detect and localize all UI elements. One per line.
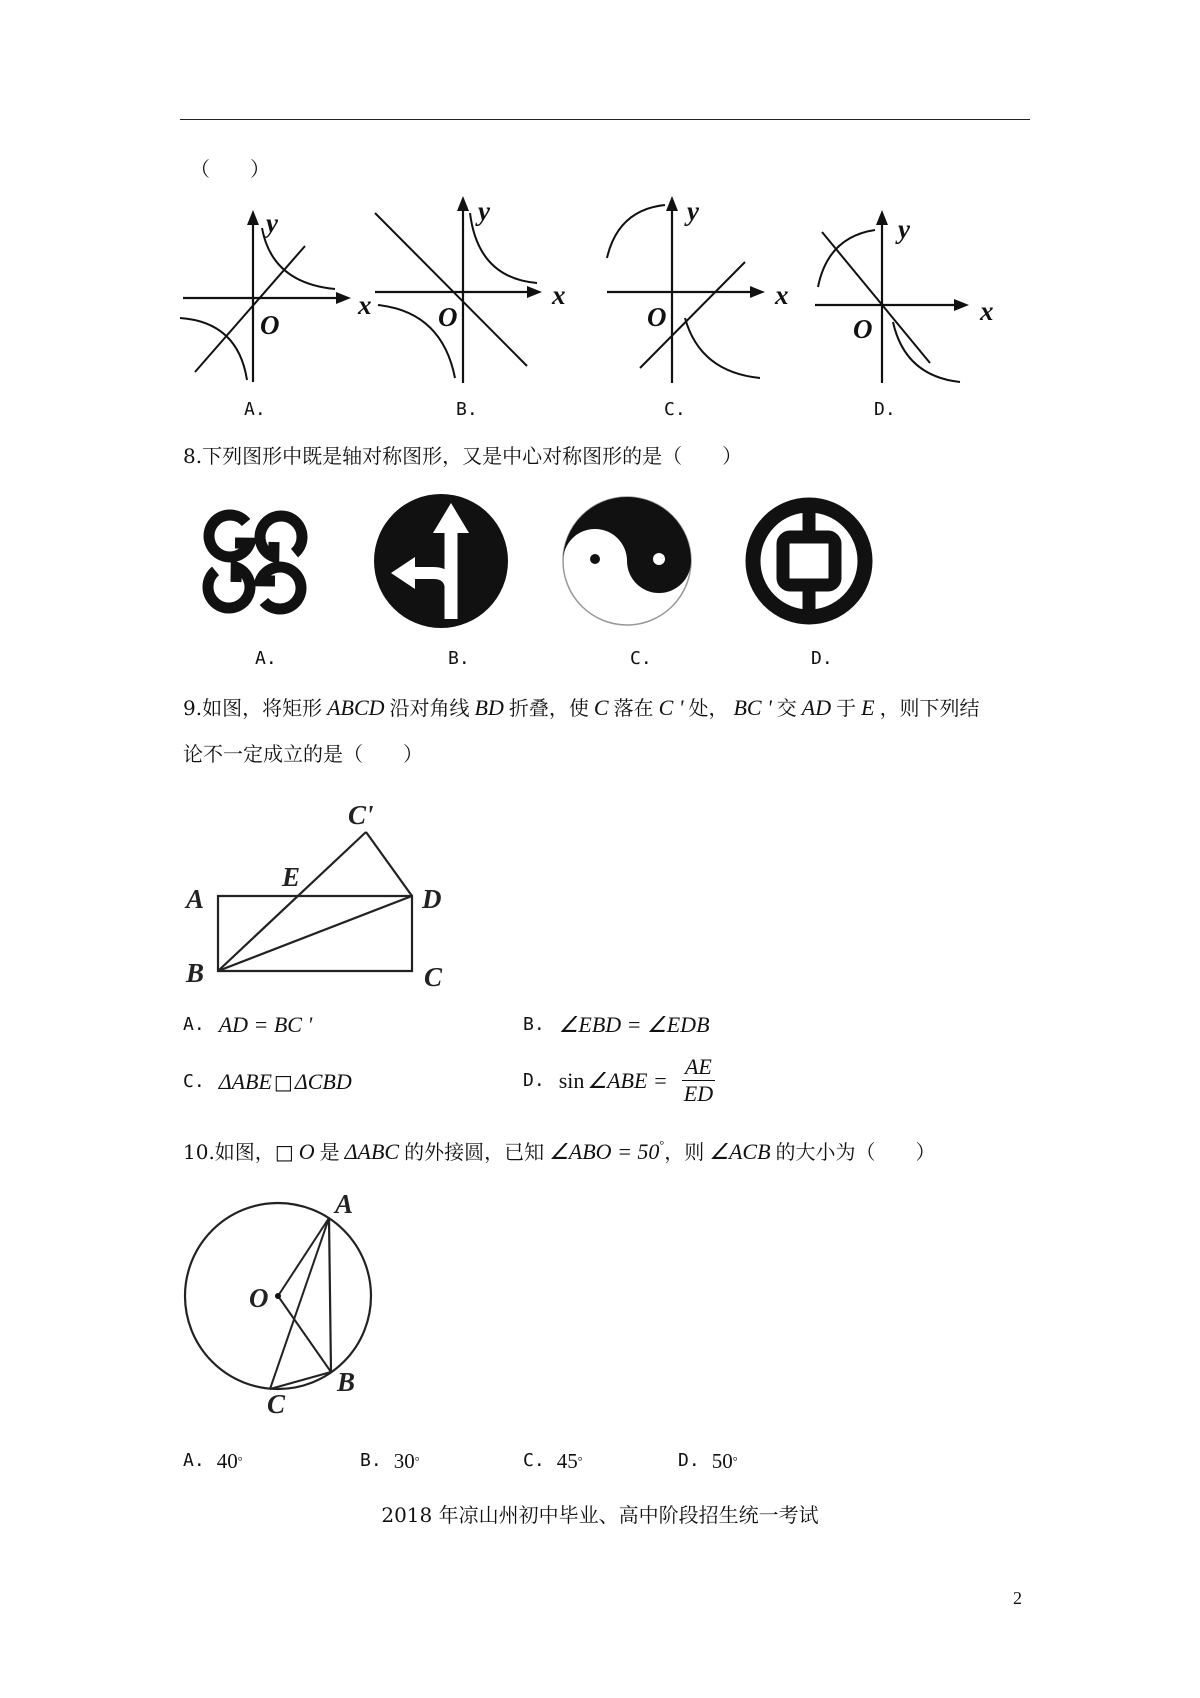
origin-label: O: [438, 302, 458, 332]
y-label: y: [266, 208, 278, 238]
q9-option-a: A. AD = BC ': [183, 1012, 313, 1037]
y-axis-arrow-icon: [666, 196, 678, 211]
x-axis-arrow-icon: [954, 299, 969, 311]
origin-label: O: [647, 302, 667, 332]
clover-knot-icon: [185, 492, 325, 632]
line-graph: [375, 213, 527, 366]
segment-ac: [270, 1218, 329, 1389]
q7-graph-b: [360, 188, 575, 390]
page-number: 2: [1013, 1588, 1022, 1608]
segment-ob: [278, 1296, 331, 1372]
q10-circumcircle-figure: [165, 1185, 380, 1420]
q9-question-line-1: 9.如图，将矩形 ABCD 沿对角线 BD 折叠，使 C 落在 C ' 处， BC ' 交 AD 于 E ，则下列结: [183, 695, 980, 720]
hyperbola-branch: [685, 318, 760, 378]
point-c-label: C: [267, 1389, 286, 1419]
q9-option-b: B. ∠EBD = ∠EDB: [523, 1012, 710, 1037]
point-b-label: B: [337, 1367, 356, 1397]
q7-option-a-label: A.: [244, 399, 266, 420]
q10-question-text: 10.如图，□ O 是 ΔABC 的外接圆，已知 ∠ABO = 50°，则 ∠ACB 的大小为（ ）: [183, 1138, 936, 1164]
segment-ab: [329, 1218, 331, 1372]
point-c-label: C: [424, 962, 443, 992]
y-axis-arrow-icon: [457, 196, 469, 211]
point-o-label: O: [249, 1283, 269, 1313]
center-point: [275, 1293, 281, 1299]
segment-c-prime-d: [366, 832, 412, 896]
q8-option-d-label: D.: [811, 648, 833, 669]
hyperbola-branch: [607, 205, 665, 258]
q8-option-b-label: B.: [448, 648, 470, 669]
yin-yang-icon: [557, 491, 697, 631]
q9-question-line-2: 论不一定成立的是（ ）: [183, 742, 423, 766]
segment-oa: [278, 1218, 329, 1296]
q10-option-a: A. 40 °: [183, 1449, 243, 1473]
q7-option-b-label: B.: [456, 399, 478, 420]
q9-rectangle-fold-figure: [170, 790, 460, 995]
hyperbola-branch: [180, 318, 247, 380]
line-graph: [822, 232, 930, 363]
x-label: x: [358, 290, 372, 320]
q7-graph-a: [170, 200, 380, 390]
origin-label: O: [260, 310, 280, 340]
header-rule: [180, 119, 1030, 120]
road-arrow-sign-icon: [371, 491, 511, 631]
q7-option-d-label: D.: [874, 399, 896, 420]
fraction-numerator: AE: [682, 1054, 715, 1081]
line-graph: [195, 246, 305, 372]
coin-logo-icon: [739, 491, 879, 631]
point-d-label: D: [422, 884, 442, 914]
q9-option-c: C. ΔABE □ ΔCBD: [183, 1069, 352, 1094]
origin-label: O: [853, 314, 873, 344]
q7-graph-c: [595, 188, 800, 390]
x-axis-arrow-icon: [527, 286, 542, 298]
y-axis-arrow-icon: [247, 210, 259, 225]
x-axis-arrow-icon: [750, 286, 765, 298]
segment-bc-prime: [218, 832, 366, 971]
fraction: [681, 1054, 716, 1107]
q7-answer-paren: （ ）: [190, 157, 270, 181]
y-label: y: [478, 196, 490, 226]
x-label: x: [775, 280, 789, 310]
q10-option-b: B. 30 °: [360, 1449, 420, 1473]
x-label: x: [552, 280, 566, 310]
y-label: y: [687, 196, 699, 226]
q10-option-c: C. 45 °: [523, 1449, 583, 1473]
diagonal-bd: [218, 896, 412, 971]
point-a-label: A: [186, 884, 205, 914]
y-label: y: [898, 214, 910, 244]
q9-option-d: D. sin ∠ABE = $\frac{AE}{ED}$: [523, 1054, 716, 1107]
footer-exam-title: 2018 年凉山州初中毕业、高中阶段招生统一考试: [381, 1503, 819, 1527]
q10-option-d: D. 50 °: [678, 1449, 738, 1473]
fraction-denominator: ED: [683, 1081, 714, 1106]
q8-option-a-label: A.: [255, 648, 277, 669]
q8-question-text: 8.下列图形中既是轴对称图形，又是中心对称图形的是（ ）: [183, 444, 743, 468]
x-axis-arrow-icon: [336, 292, 351, 304]
y-axis-arrow-icon: [876, 210, 888, 225]
point-c-prime-label: C': [348, 800, 374, 830]
q7-option-c-label: C.: [664, 399, 686, 420]
circle-symbol: □: [274, 1140, 294, 1164]
q7-graph-d: [805, 198, 1010, 390]
congruent-symbol: □: [273, 1070, 293, 1094]
point-e-label: E: [282, 862, 301, 892]
point-a-label: A: [335, 1189, 354, 1219]
q8-option-c-label: C.: [630, 648, 652, 669]
point-b-label: B: [186, 958, 205, 988]
x-label: x: [980, 296, 994, 326]
